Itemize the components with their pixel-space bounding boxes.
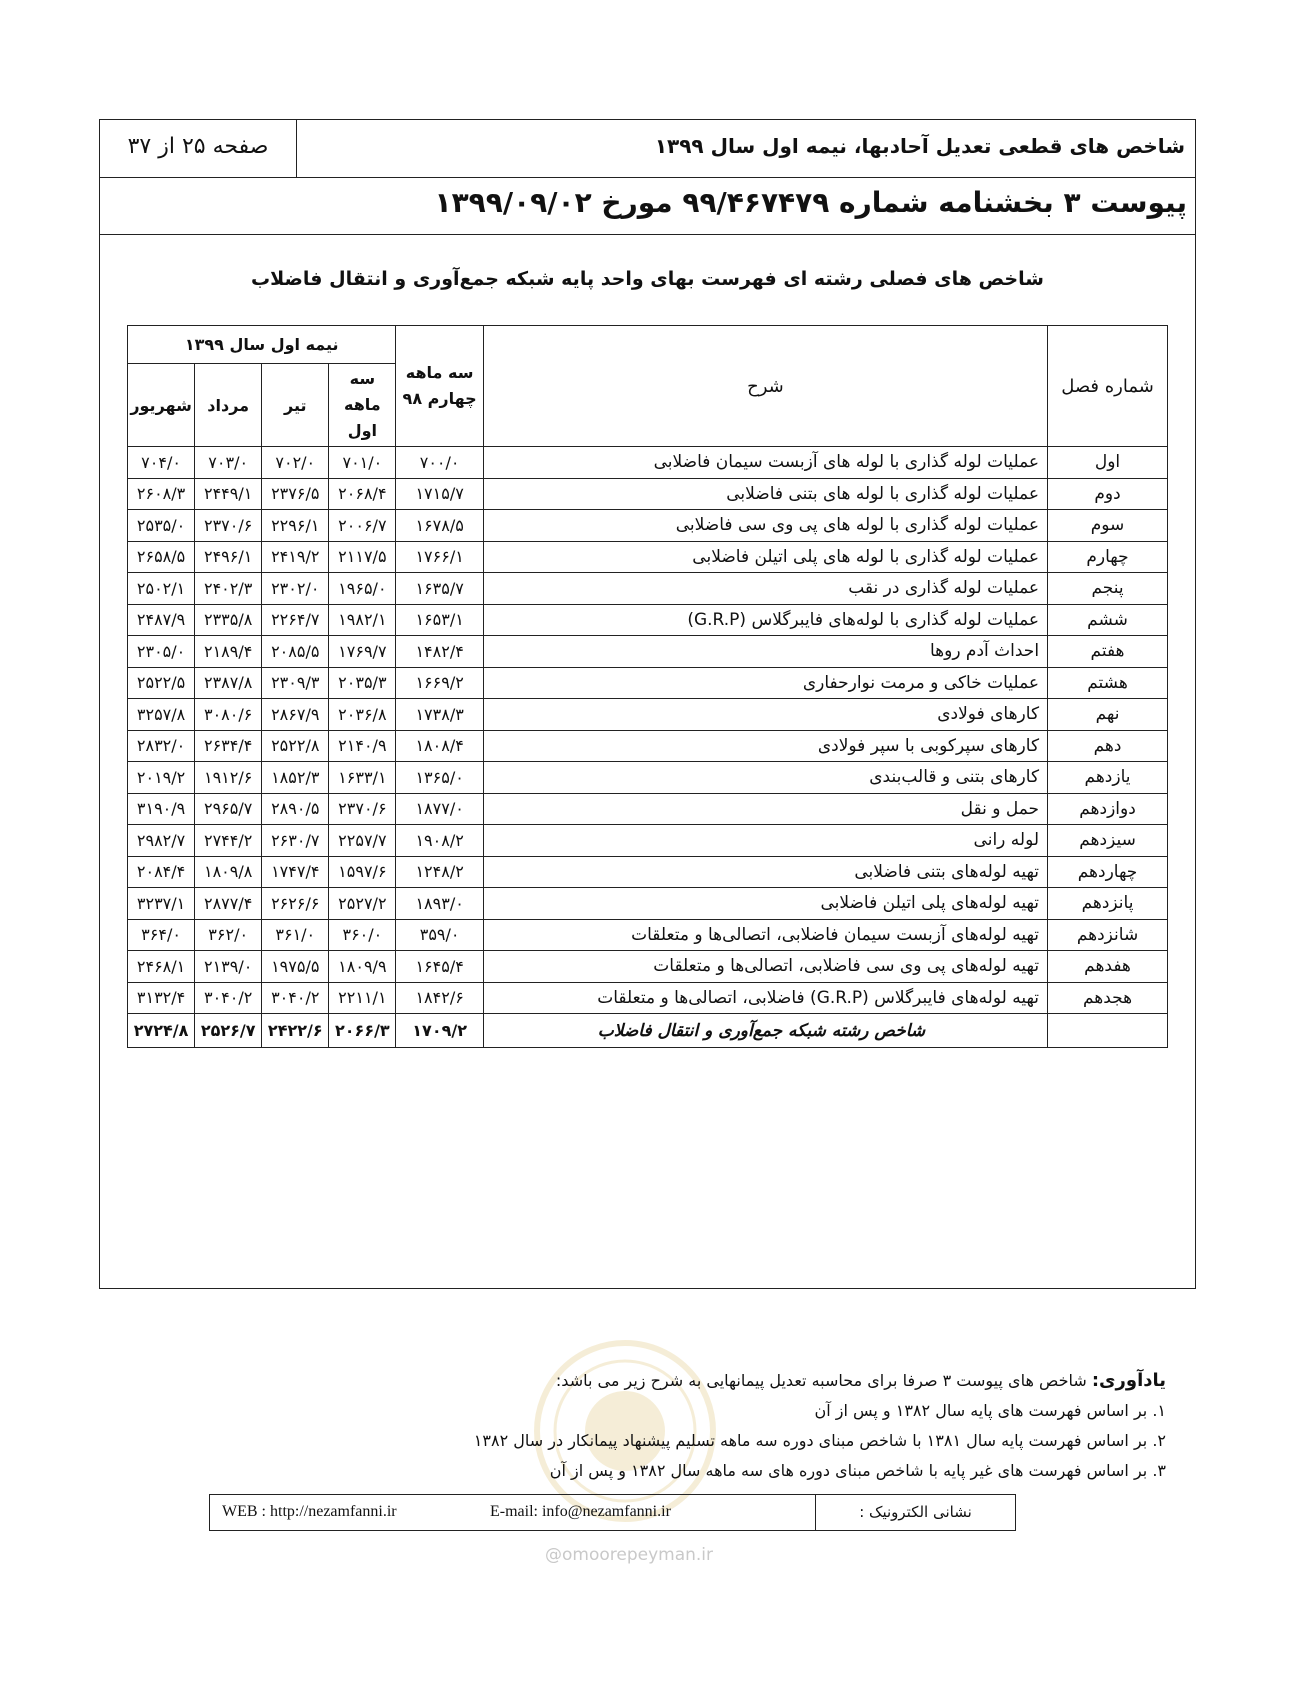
value-q1: ۲۲۵۷/۷ — [329, 825, 396, 857]
value-mordad: ۲۸۷۷/۴ — [195, 888, 262, 920]
value-shahrivar: ۳۲۳۷/۱ — [128, 888, 195, 920]
value-q1: ۲۵۲۷/۲ — [329, 888, 396, 920]
row-description: عملیات لوله گذاری در نقب — [483, 573, 1047, 605]
value-shahrivar: ۳۶۴/۰ — [128, 919, 195, 951]
row-description: احداث آدم روها — [483, 636, 1047, 668]
value-tir: ۲۶۳۰/۷ — [262, 825, 329, 857]
row-description: تهیه لوله‌های پی وی سی فاضلابی، اتصالی‌ها و متعلقات — [483, 951, 1047, 983]
col-tir: تیر — [262, 364, 329, 447]
chapter-name: هفدهم — [1048, 951, 1168, 983]
total-q4: ۱۷۰۹/۲ — [396, 1014, 483, 1048]
value-q4-98: ۱۶۳۵/۷ — [396, 573, 483, 605]
value-q4-98: ۱۴۸۲/۴ — [396, 636, 483, 668]
total-shahrivar: ۲۷۲۴/۸ — [128, 1014, 195, 1048]
value-q4-98: ۱۶۶۹/۲ — [396, 667, 483, 699]
value-q1: ۲۱۱۷/۵ — [329, 541, 396, 573]
value-mordad: ۳۶۲/۰ — [195, 919, 262, 951]
value-tir: ۲۸۹۰/۵ — [262, 793, 329, 825]
chapter-name: هشتم — [1048, 667, 1168, 699]
value-shahrivar: ۳۲۵۷/۸ — [128, 699, 195, 731]
contact-label: نشانی الکترونیک : — [815, 1495, 1015, 1530]
table-row — [128, 636, 1168, 668]
value-mordad: ۱۹۱۲/۶ — [195, 762, 262, 794]
chapter-name: چهاردهم — [1048, 856, 1168, 888]
table-row — [128, 762, 1168, 794]
value-q1: ۲۰۰۶/۷ — [329, 510, 396, 542]
value-mordad: ۲۶۳۴/۴ — [195, 730, 262, 762]
chapter-name: پانزدهم — [1048, 888, 1168, 920]
value-q1: ۲۱۴۰/۹ — [329, 730, 396, 762]
value-mordad: ۲۳۸۷/۸ — [195, 667, 262, 699]
row-description: تهیه لوله‌های پلی اتیلن فاضلابی — [483, 888, 1047, 920]
value-q1: ۷۰۱/۰ — [329, 447, 396, 479]
table-row — [128, 856, 1168, 888]
table-row — [128, 478, 1168, 510]
value-q1: ۲۳۷۰/۶ — [329, 793, 396, 825]
value-q4-98: ۱۳۶۵/۰ — [396, 762, 483, 794]
page-number-box — [100, 120, 297, 178]
value-shahrivar: ۲۵۲۲/۵ — [128, 667, 195, 699]
table-row — [128, 730, 1168, 762]
value-q4-98: ۱۶۴۵/۴ — [396, 951, 483, 983]
value-q4-98: ۳۵۹/۰ — [396, 919, 483, 951]
value-tir: ۲۳۰۲/۰ — [262, 573, 329, 605]
value-tir: ۲۶۲۶/۶ — [262, 888, 329, 920]
total-empty-cell — [1048, 1014, 1168, 1048]
row-description: عملیات لوله گذاری با لوله‌های فایبرگلاس (G.R.P) — [483, 604, 1047, 636]
value-shahrivar: ۲۶۰۸/۳ — [128, 478, 195, 510]
value-shahrivar: ۳۱۹۰/۹ — [128, 793, 195, 825]
value-shahrivar: ۳۱۳۲/۴ — [128, 982, 195, 1014]
value-shahrivar: ۲۶۵۸/۵ — [128, 541, 195, 573]
value-q1: ۲۰۳۶/۸ — [329, 699, 396, 731]
row-description: کارهای فولادی — [483, 699, 1047, 731]
total-mordad: ۲۵۲۶/۷ — [195, 1014, 262, 1048]
table-row — [128, 888, 1168, 920]
chapter-name: پنجم — [1048, 573, 1168, 605]
table-row — [128, 793, 1168, 825]
row-description: عملیات لوله گذاری با لوله های پلی اتیلن فاضلابی — [483, 541, 1047, 573]
value-q1: ۱۶۳۳/۱ — [329, 762, 396, 794]
value-q4-98: ۱۶۵۳/۱ — [396, 604, 483, 636]
chapter-name: دوازدهم — [1048, 793, 1168, 825]
value-q4-98: ۷۰۰/۰ — [396, 447, 483, 479]
chapter-name: دهم — [1048, 730, 1168, 762]
total-q1: ۲۰۶۶/۳ — [329, 1014, 396, 1048]
value-q4-98: ۱۸۹۳/۰ — [396, 888, 483, 920]
value-q4-98: ۱۶۷۸/۵ — [396, 510, 483, 542]
row-description: تهیه لوله‌های بتنی فاضلابی — [483, 856, 1047, 888]
reminder-item: ۲. بر اساس فهرست پایه سال ۱۳۸۱ با شاخص مبنای دوره سه ماهه تسلیم پیشنهاد پیمانکار در سال ۱۳۸۲ — [473, 1431, 1166, 1450]
value-tir: ۲۵۲۲/۸ — [262, 730, 329, 762]
chapter-name: ششم — [1048, 604, 1168, 636]
table-row — [128, 919, 1168, 951]
reminder-item: ۱. بر اساس فهرست های پایه سال ۱۳۸۲ و پس از آن — [814, 1401, 1166, 1420]
value-shahrivar: ۲۳۰۵/۰ — [128, 636, 195, 668]
value-mordad: ۲۳۷۰/۶ — [195, 510, 262, 542]
value-q1: ۳۶۰/۰ — [329, 919, 396, 951]
value-q4-98: ۱۹۰۸/۲ — [396, 825, 483, 857]
table-row — [128, 510, 1168, 542]
value-tir: ۳۶۱/۰ — [262, 919, 329, 951]
circular-reference: پیوست ۳ بخشنامه شماره ۹۹/۴۶۷۴۷۹ مورخ ۱۳۹۹/۰۹/۰۲ — [434, 186, 1187, 219]
chapter-name: سیزدهم — [1048, 825, 1168, 857]
total-row — [128, 1014, 1168, 1048]
value-q1: ۱۹۶۵/۰ — [329, 573, 396, 605]
value-mordad: ۳۰۸۰/۶ — [195, 699, 262, 731]
watermark-text: @omoorepeyman.ir — [545, 1545, 714, 1565]
value-mordad: ۲۴۴۹/۱ — [195, 478, 262, 510]
total-tir: ۲۴۲۲/۶ — [262, 1014, 329, 1048]
value-shahrivar: ۲۴۶۸/۱ — [128, 951, 195, 983]
value-shahrivar: ۲۹۸۲/۷ — [128, 825, 195, 857]
col-shahrivar: شهریور — [128, 364, 195, 447]
chapter-name: یازدهم — [1048, 762, 1168, 794]
value-mordad: ۱۸۰۹/۸ — [195, 856, 262, 888]
value-tir: ۲۲۹۶/۱ — [262, 510, 329, 542]
row-description: عملیات خاکی و مرمت نوارحفاری — [483, 667, 1047, 699]
value-tir: ۱۷۴۷/۴ — [262, 856, 329, 888]
table-row — [128, 604, 1168, 636]
chapter-name: دوم — [1048, 478, 1168, 510]
value-mordad: ۲۱۸۹/۴ — [195, 636, 262, 668]
value-shahrivar: ۲۸۳۲/۰ — [128, 730, 195, 762]
value-tir: ۲۴۱۹/۲ — [262, 541, 329, 573]
col-chapter-no: شماره فصل — [1048, 326, 1168, 447]
contact-bar — [209, 1494, 1016, 1531]
col-mordad: مرداد — [195, 364, 262, 447]
row-description: کارهای سپرکوبی با سپر فولادی — [483, 730, 1047, 762]
value-mordad: ۲۱۳۹/۰ — [195, 951, 262, 983]
value-q1: ۱۵۹۷/۶ — [329, 856, 396, 888]
value-q4-98: ۱۲۴۸/۲ — [396, 856, 483, 888]
reminder-item: ۳. بر اساس فهرست های غیر پایه با شاخص مبنای دوره های سه ماهه سال ۱۳۸۲ و پس از آن — [549, 1461, 1166, 1480]
value-q1: ۱۸۰۹/۹ — [329, 951, 396, 983]
col-group-1399: نیمه اول سال ۱۳۹۹ — [128, 326, 396, 364]
header-title: شاخص های قطعی تعدیل آحادبها، نیمه اول سال ۱۳۹۹ — [654, 134, 1185, 158]
value-q1: ۲۰۳۵/۳ — [329, 667, 396, 699]
value-q1: ۲۲۱۱/۱ — [329, 982, 396, 1014]
table-row — [128, 982, 1168, 1014]
row-description: عملیات لوله گذاری با لوله های آزبست سیمان فاضلابی — [483, 447, 1047, 479]
value-shahrivar: ۲۴۸۷/۹ — [128, 604, 195, 636]
value-mordad: ۲۴۹۶/۱ — [195, 541, 262, 573]
table-row — [128, 573, 1168, 605]
value-q4-98: ۱۷۶۶/۱ — [396, 541, 483, 573]
value-q1: ۱۹۸۲/۱ — [329, 604, 396, 636]
value-mordad: ۳۰۴۰/۲ — [195, 982, 262, 1014]
index-table — [127, 325, 1168, 1048]
chapter-name: چهارم — [1048, 541, 1168, 573]
value-shahrivar: ۲۵۳۵/۰ — [128, 510, 195, 542]
col-q1: سه ماهه اول — [329, 364, 396, 447]
chapter-name: هفتم — [1048, 636, 1168, 668]
table-row — [128, 667, 1168, 699]
page-frame — [99, 119, 1196, 1289]
website-link[interactable]: WEB : http://nezamfanni.ir — [222, 1503, 397, 1520]
reminder-intro: شاخص های پیوست ۳ صرفا برای محاسبه تعدیل پیمانهایی به شرح زیر می باشد: — [555, 1371, 1087, 1390]
value-q1: ۲۰۶۸/۴ — [329, 478, 396, 510]
value-tir: ۲۳۷۶/۵ — [262, 478, 329, 510]
value-tir: ۲۲۶۴/۷ — [262, 604, 329, 636]
value-tir: ۳۰۴۰/۲ — [262, 982, 329, 1014]
value-q4-98: ۱۷۱۵/۷ — [396, 478, 483, 510]
value-q4-98: ۱۷۳۸/۳ — [396, 699, 483, 731]
chapter-name: هجدهم — [1048, 982, 1168, 1014]
reminder-block — [474, 1366, 1166, 1486]
page-number: صفحه ۲۵ از ۳۷ — [127, 134, 269, 159]
table-row — [128, 447, 1168, 479]
value-shahrivar: ۲۰۱۹/۲ — [128, 762, 195, 794]
value-tir: ۱۹۷۵/۵ — [262, 951, 329, 983]
row-description: عملیات لوله گذاری با لوله های پی وی سی فاضلابی — [483, 510, 1047, 542]
value-mordad: ۲۳۳۵/۸ — [195, 604, 262, 636]
chapter-name: نهم — [1048, 699, 1168, 731]
value-shahrivar: ۲۵۰۲/۱ — [128, 573, 195, 605]
value-tir: ۲۰۸۵/۵ — [262, 636, 329, 668]
row-description: تهیه لوله‌های آزبست سیمان فاضلابی، اتصالی‌ها و متعلقات — [483, 919, 1047, 951]
value-q4-98: ۱۸۰۸/۴ — [396, 730, 483, 762]
value-tir: ۱۸۵۲/۳ — [262, 762, 329, 794]
chapter-name: اول — [1048, 447, 1168, 479]
table-row — [128, 825, 1168, 857]
value-shahrivar: ۷۰۴/۰ — [128, 447, 195, 479]
email-link[interactable]: E-mail: info@nezamfanni.ir — [490, 1503, 671, 1520]
value-mordad: ۷۰۳/۰ — [195, 447, 262, 479]
value-shahrivar: ۲۰۸۴/۴ — [128, 856, 195, 888]
value-mordad: ۲۷۴۴/۲ — [195, 825, 262, 857]
chapter-name: سوم — [1048, 510, 1168, 542]
row-description: عملیات لوله گذاری با لوله های بتنی فاضلابی — [483, 478, 1047, 510]
value-tir: ۷۰۲/۰ — [262, 447, 329, 479]
row-description: حمل و نقل — [483, 793, 1047, 825]
chapter-name: شانزدهم — [1048, 919, 1168, 951]
header-row — [100, 120, 1195, 178]
value-tir: ۲۳۰۹/۳ — [262, 667, 329, 699]
table-row — [128, 951, 1168, 983]
total-description: شاخص رشته شبکه جمع‌آوری و انتقال فاضلاب — [483, 1014, 1047, 1048]
value-mordad: ۲۴۰۲/۳ — [195, 573, 262, 605]
table-row — [128, 541, 1168, 573]
col-description: شرح — [483, 326, 1047, 447]
value-mordad: ۲۹۶۵/۷ — [195, 793, 262, 825]
value-tir: ۲۸۶۷/۹ — [262, 699, 329, 731]
value-q4-98: ۱۸۷۷/۰ — [396, 793, 483, 825]
row-description: کارهای بتنی و قالب‌بندی — [483, 762, 1047, 794]
value-q1: ۱۷۶۹/۷ — [329, 636, 396, 668]
row-description: تهیه لوله‌های فایبرگلاس (G.R.P) فاضلابی، اتصالی‌ها و متعلقات — [483, 982, 1047, 1014]
col-q4-98: سه ماهه چهارم ۹۸ — [396, 326, 483, 447]
value-q4-98: ۱۸۴۲/۶ — [396, 982, 483, 1014]
row-description: لوله رانی — [483, 825, 1047, 857]
reminder-title: یادآوری: — [1091, 1370, 1166, 1391]
table-row — [128, 699, 1168, 731]
circular-row — [100, 178, 1195, 235]
table-title: شاخص های فصلی رشته ای فهرست بهای واحد پایه شبکه جمع‌آوری و انتقال فاضلاب — [251, 268, 1044, 290]
